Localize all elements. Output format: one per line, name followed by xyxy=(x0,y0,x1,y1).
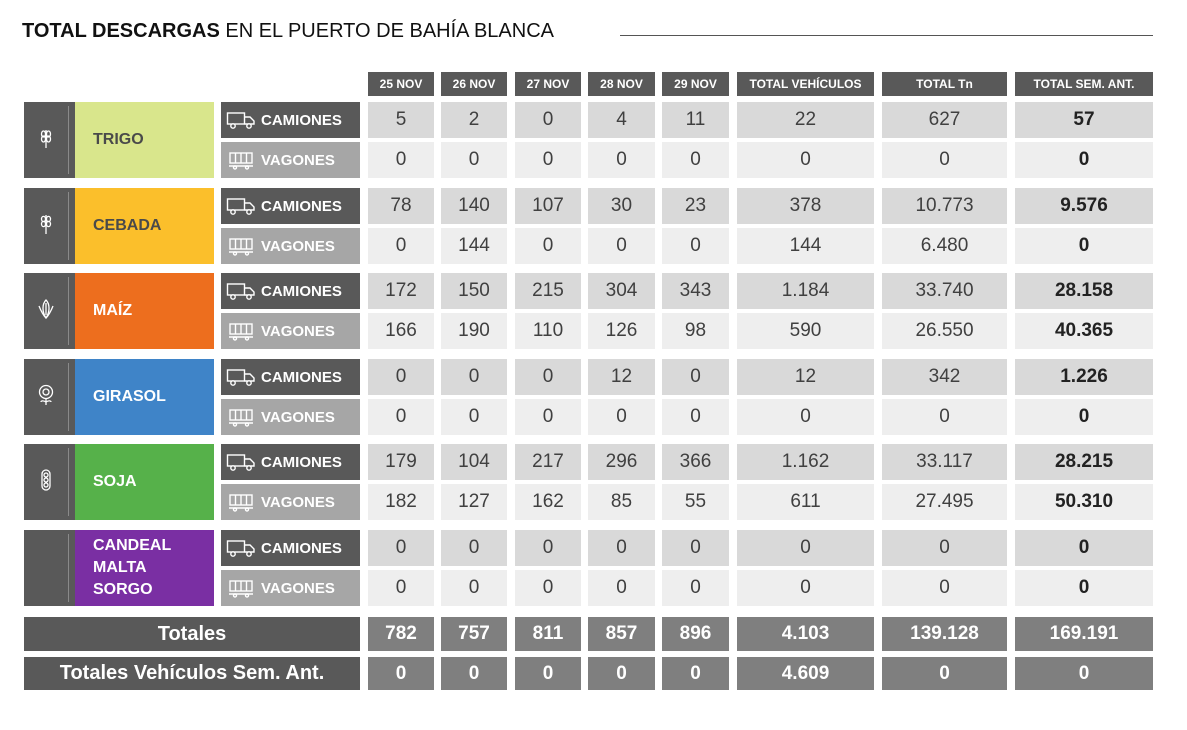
data-cell: 611 xyxy=(737,484,874,520)
data-cell: 110 xyxy=(515,313,581,349)
totals-prev-week-row-cell: 0 xyxy=(588,657,655,690)
truck-icon xyxy=(221,281,261,301)
wagon-icon xyxy=(221,407,261,427)
data-cell: 0 xyxy=(515,359,581,395)
totals-prev-week-row-label: Totales Vehículos Sem. Ant. xyxy=(24,657,360,690)
data-cell: 0 xyxy=(441,399,507,435)
data-cell: 0 xyxy=(662,570,729,606)
trucks-label xyxy=(221,188,360,224)
product-name: SOJA xyxy=(75,444,214,520)
data-cell: 0 xyxy=(368,530,434,566)
data-cell: 0 xyxy=(515,228,581,264)
truck-icon xyxy=(221,452,261,472)
vehicle-type-label: VAGONES xyxy=(261,579,335,597)
soybean-icon-box xyxy=(24,444,75,520)
data-cell: 0 xyxy=(515,142,581,178)
wagons-label xyxy=(221,484,360,520)
data-cell: 55 xyxy=(662,484,729,520)
data-cell: 366 xyxy=(662,444,729,480)
data-cell: 144 xyxy=(737,228,874,264)
icon-separator xyxy=(68,277,69,345)
product-name: GIRASOL xyxy=(75,359,214,435)
icon-separator xyxy=(68,448,69,516)
vehicle-type-label: CAMIONES xyxy=(261,197,342,215)
vehicle-type-label: VAGONES xyxy=(261,151,335,169)
product-name-line: MALTA xyxy=(93,559,147,576)
data-cell: 2 xyxy=(441,102,507,138)
title-divider xyxy=(620,35,1153,36)
data-cell: 0 xyxy=(441,142,507,178)
data-cell: 126 xyxy=(588,313,655,349)
wagons-label xyxy=(221,313,360,349)
totals-row-cell: 857 xyxy=(588,617,655,651)
data-cell: 10.773 xyxy=(882,188,1007,224)
barley-icon xyxy=(38,213,54,240)
data-cell: 0 xyxy=(441,530,507,566)
wheat-icon xyxy=(38,127,54,154)
wagons-label xyxy=(221,399,360,435)
data-cell: 78 xyxy=(368,188,434,224)
data-cell: 22 xyxy=(737,102,874,138)
data-cell: 0 xyxy=(1015,399,1153,435)
data-cell: 0 xyxy=(882,530,1007,566)
column-header: TOTAL VEHÍCULOS xyxy=(737,72,874,96)
data-cell: 104 xyxy=(441,444,507,480)
data-cell: 162 xyxy=(515,484,581,520)
data-cell: 0 xyxy=(737,142,874,178)
data-cell: 179 xyxy=(368,444,434,480)
vehicle-type-label: VAGONES xyxy=(261,493,335,511)
vehicle-type-label: CAMIONES xyxy=(261,453,342,471)
data-cell: 0 xyxy=(368,570,434,606)
vehicle-type-label: CAMIONES xyxy=(261,282,342,300)
vehicle-type-label: CAMIONES xyxy=(261,368,342,386)
data-cell: 172 xyxy=(368,273,434,309)
data-cell: 85 xyxy=(588,484,655,520)
totals-prev-week-row-cell: 0 xyxy=(662,657,729,690)
data-cell: 0 xyxy=(515,530,581,566)
data-cell: 217 xyxy=(515,444,581,480)
totals-row-cell: 757 xyxy=(441,617,507,651)
trucks-label xyxy=(221,359,360,395)
data-cell: 6.480 xyxy=(882,228,1007,264)
totals-row-label: Totales xyxy=(24,617,360,651)
data-cell: 0 xyxy=(1015,142,1153,178)
sunflower-icon-box xyxy=(24,359,75,435)
data-cell: 30 xyxy=(588,188,655,224)
data-cell: 0 xyxy=(515,570,581,606)
data-cell: 0 xyxy=(662,359,729,395)
data-cell: 0 xyxy=(441,359,507,395)
data-cell: 0 xyxy=(737,530,874,566)
data-cell: 182 xyxy=(368,484,434,520)
data-cell: 0 xyxy=(368,399,434,435)
data-cell: 215 xyxy=(515,273,581,309)
product-name-line: CANDEAL xyxy=(93,537,172,554)
product-name: CEBADA xyxy=(75,188,214,264)
data-cell: 627 xyxy=(882,102,1007,138)
data-cell: 0 xyxy=(662,142,729,178)
data-cell: 127 xyxy=(441,484,507,520)
data-cell: 0 xyxy=(882,570,1007,606)
data-cell: 27.495 xyxy=(882,484,1007,520)
column-header: 27 NOV xyxy=(515,72,581,96)
data-cell: 98 xyxy=(662,313,729,349)
data-cell: 50.310 xyxy=(1015,484,1153,520)
data-cell: 296 xyxy=(588,444,655,480)
data-cell: 0 xyxy=(662,399,729,435)
data-cell: 190 xyxy=(441,313,507,349)
totals-row-cell: 811 xyxy=(515,617,581,651)
sunflower-icon xyxy=(36,383,56,412)
data-cell: 0 xyxy=(1015,228,1153,264)
icon-separator xyxy=(68,106,69,174)
vehicle-type-label: CAMIONES xyxy=(261,111,342,129)
column-header: TOTAL Tn xyxy=(882,72,1007,96)
truck-icon xyxy=(221,538,261,558)
data-cell: 343 xyxy=(662,273,729,309)
data-cell: 0 xyxy=(1015,570,1153,606)
data-cell: 0 xyxy=(368,228,434,264)
data-cell: 57 xyxy=(1015,102,1153,138)
wheat-icon-box xyxy=(24,102,75,178)
data-cell: 0 xyxy=(1015,530,1153,566)
data-cell: 11 xyxy=(662,102,729,138)
data-cell: 0 xyxy=(588,570,655,606)
product-name-line: SORGO xyxy=(93,581,153,598)
wagon-icon xyxy=(221,236,261,256)
totals-row-cell: 896 xyxy=(662,617,729,651)
data-cell: 304 xyxy=(588,273,655,309)
trucks-label xyxy=(221,530,360,566)
data-cell: 40.365 xyxy=(1015,313,1153,349)
icon-separator xyxy=(68,534,69,602)
data-cell: 0 xyxy=(882,399,1007,435)
data-cell: 28.158 xyxy=(1015,273,1153,309)
totals-prev-week-row-cell: 0 xyxy=(1015,657,1153,690)
totals-prev-week-row-cell: 4.609 xyxy=(737,657,874,690)
totals-prev-week-row-cell: 0 xyxy=(882,657,1007,690)
icon-separator xyxy=(68,363,69,431)
data-cell: 26.550 xyxy=(882,313,1007,349)
wagon-icon xyxy=(221,150,261,170)
trucks-label xyxy=(221,102,360,138)
totals-row-cell: 4.103 xyxy=(737,617,874,651)
data-cell: 140 xyxy=(441,188,507,224)
truck-icon xyxy=(221,196,261,216)
column-header: 26 NOV xyxy=(441,72,507,96)
group-icon-box xyxy=(24,530,75,606)
data-cell: 28.215 xyxy=(1015,444,1153,480)
wagon-icon xyxy=(221,578,261,598)
data-cell: 0 xyxy=(737,570,874,606)
totals-prev-week-row-cell: 0 xyxy=(441,657,507,690)
column-header: 28 NOV xyxy=(588,72,655,96)
product-name xyxy=(75,530,214,606)
data-cell: 0 xyxy=(588,530,655,566)
vehicle-type-label: VAGONES xyxy=(261,408,335,426)
data-cell: 33.740 xyxy=(882,273,1007,309)
data-cell: 33.117 xyxy=(882,444,1007,480)
data-cell: 0 xyxy=(441,570,507,606)
data-cell: 0 xyxy=(515,399,581,435)
data-cell: 0 xyxy=(588,228,655,264)
page-title: TOTAL DESCARGAS EN EL PUERTO DE BAHÍA BLANCA xyxy=(22,20,554,42)
data-cell: 0 xyxy=(588,142,655,178)
totals-row-cell: 139.128 xyxy=(882,617,1007,651)
soybean-icon xyxy=(38,468,54,497)
data-cell: 0 xyxy=(662,530,729,566)
data-cell: 0 xyxy=(588,399,655,435)
corn-icon-box xyxy=(24,273,75,349)
data-cell: 342 xyxy=(882,359,1007,395)
wagons-label xyxy=(221,570,360,606)
data-cell: 1.184 xyxy=(737,273,874,309)
icon-separator xyxy=(68,192,69,260)
data-cell: 107 xyxy=(515,188,581,224)
corn-icon xyxy=(36,297,56,326)
totals-prev-week-row-cell: 0 xyxy=(515,657,581,690)
totals-prev-week-row-cell: 0 xyxy=(368,657,434,690)
data-cell: 590 xyxy=(737,313,874,349)
product-name: TRIGO xyxy=(75,102,214,178)
barley-icon-box xyxy=(24,188,75,264)
truck-icon xyxy=(221,367,261,387)
vehicle-type-label: VAGONES xyxy=(261,322,335,340)
trucks-label xyxy=(221,444,360,480)
data-cell: 0 xyxy=(515,102,581,138)
column-header: 25 NOV xyxy=(368,72,434,96)
data-cell: 150 xyxy=(441,273,507,309)
data-cell: 0 xyxy=(368,359,434,395)
totals-row-cell: 169.191 xyxy=(1015,617,1153,651)
data-cell: 144 xyxy=(441,228,507,264)
data-cell: 12 xyxy=(737,359,874,395)
data-cell: 9.576 xyxy=(1015,188,1153,224)
data-cell: 0 xyxy=(368,142,434,178)
column-header: TOTAL SEM. ANT. xyxy=(1015,72,1153,96)
data-cell: 23 xyxy=(662,188,729,224)
data-cell: 1.162 xyxy=(737,444,874,480)
data-cell: 166 xyxy=(368,313,434,349)
data-cell: 1.226 xyxy=(1015,359,1153,395)
wagon-icon xyxy=(221,492,261,512)
product-name: MAÍZ xyxy=(75,273,214,349)
vehicle-type-label: VAGONES xyxy=(261,237,335,255)
wagons-label xyxy=(221,142,360,178)
data-cell: 4 xyxy=(588,102,655,138)
trucks-label xyxy=(221,273,360,309)
data-cell: 5 xyxy=(368,102,434,138)
vehicle-type-label: CAMIONES xyxy=(261,539,342,557)
data-cell: 0 xyxy=(737,399,874,435)
totals-row-cell: 782 xyxy=(368,617,434,651)
data-cell: 378 xyxy=(737,188,874,224)
wagon-icon xyxy=(221,321,261,341)
wagons-label xyxy=(221,228,360,264)
data-cell: 0 xyxy=(662,228,729,264)
data-cell: 0 xyxy=(882,142,1007,178)
data-cell: 12 xyxy=(588,359,655,395)
column-header: 29 NOV xyxy=(662,72,729,96)
truck-icon xyxy=(221,110,261,130)
